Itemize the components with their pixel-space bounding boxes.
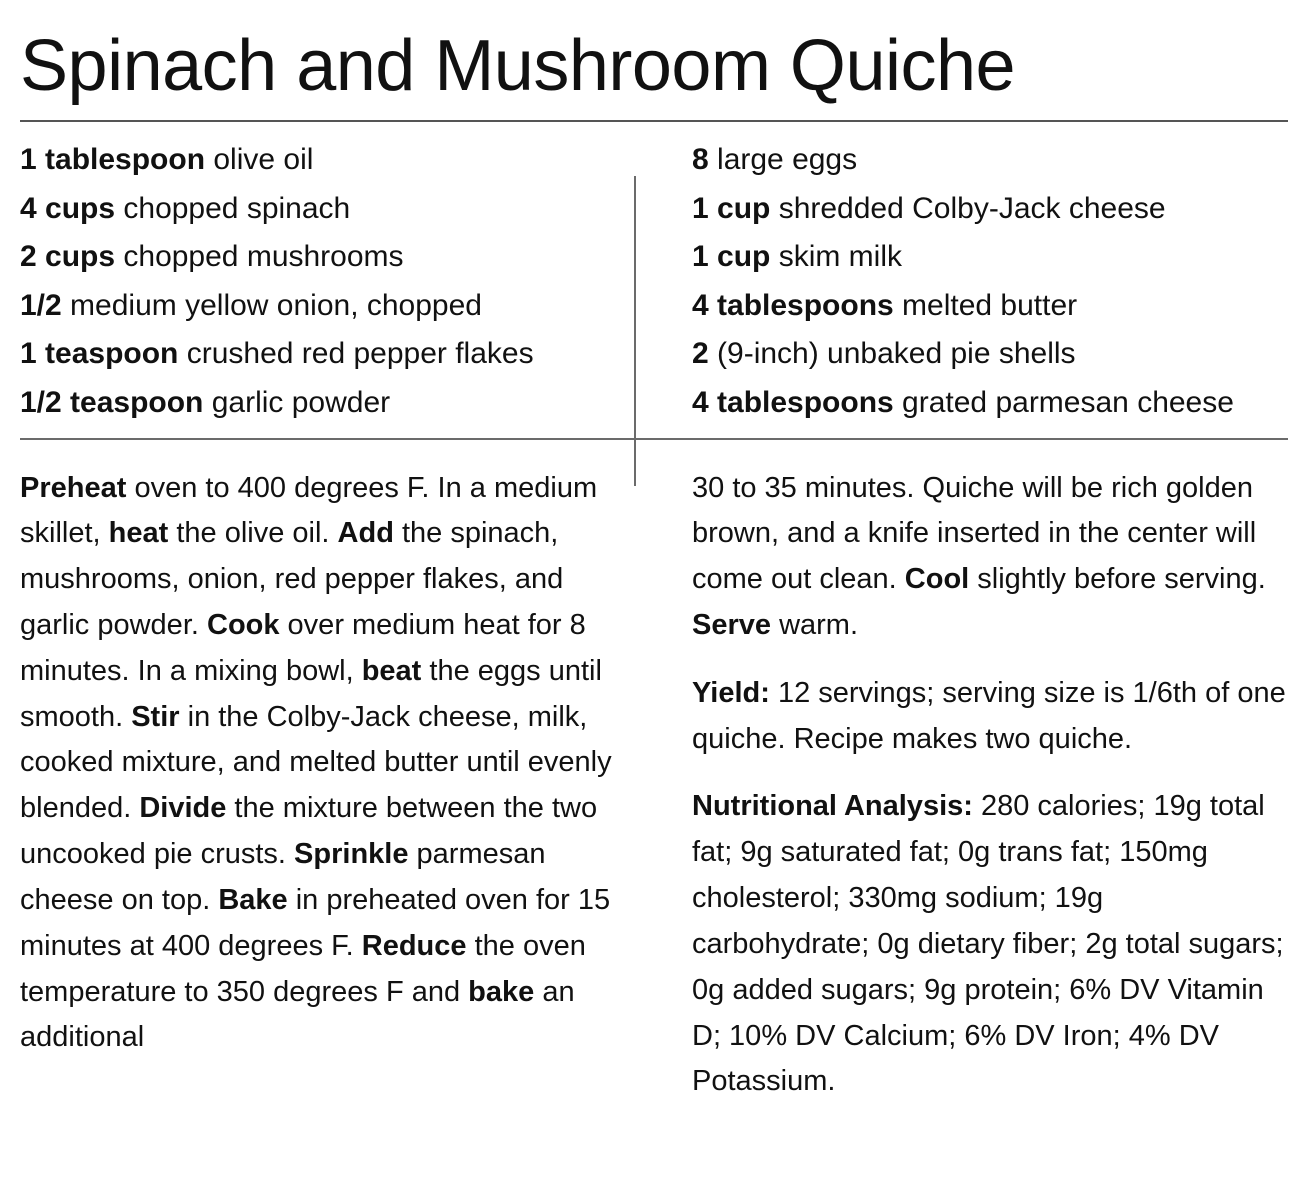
ingredient-item <box>20 330 630 379</box>
ingredient-amount: 4 tablespoons <box>692 288 894 322</box>
ingredient-amount: 2 <box>692 337 709 371</box>
ingredient-item <box>692 282 1288 331</box>
page-title: Spinach and Mushroom Quiche <box>20 26 1016 106</box>
ingredient-item <box>692 379 1288 428</box>
ingredients-column-left <box>20 136 654 428</box>
ingredient-item <box>20 282 630 331</box>
ingredients-column-right <box>654 136 1288 428</box>
ingredient-name: grated parmesan cheese <box>893 385 1234 419</box>
ingredient-amount: 1 tablespoon <box>20 143 206 176</box>
ingredient-item <box>692 185 1288 234</box>
ingredient-name: chopped spinach <box>115 191 351 225</box>
ingredient-item <box>692 233 1288 282</box>
ingredient-amount: 1 cup <box>692 240 771 274</box>
ingredient-item <box>20 136 630 185</box>
ingredient-amount: 4 cups <box>20 191 116 225</box>
directions-column-left <box>20 466 654 1106</box>
ingredient-item <box>692 330 1288 379</box>
directions-text-left: Preheat oven to 400 degrees F. In a medium skillet, heat the olive oil. Add the spinach, mushrooms, onion, red pepper flakes, and garlic powder. Cook over medium heat for 8 minutes. In a mixing bowl, beat the eggs until smooth. Stir in the Colby-Jack cheese, milk, cooked mixture, and melted butter until evenly blended. Divide the mixture between the two uncooked pie crusts. Sprinkle parmesan cheese on top. Bake in preheated oven for 15 minutes at 400 degrees F. Reduce the oven temperature to 350 degrees F and bake an additional <box>20 471 612 1054</box>
ingredient-name: medium yellow onion, chopped <box>61 288 482 322</box>
ingredient-amount: 1/2 teaspoon <box>20 385 204 419</box>
ingredient-name: olive oil <box>205 143 314 176</box>
directions-section <box>20 440 1288 1106</box>
divider-vertical <box>634 176 636 486</box>
directions-text-right: 30 to 35 minutes. Quiche will be rich golden brown, and a knife inserted in the center will come out clean. Cool slightly before serving. Serve warm. <box>692 471 1266 641</box>
ingredients-section <box>20 122 1288 438</box>
ingredient-name: chopped mushrooms <box>115 240 404 274</box>
ingredient-name: crushed red pepper flakes <box>178 337 534 371</box>
ingredient-name: shredded Colby-Jack cheese <box>770 191 1166 225</box>
ingredient-amount: 1/2 <box>20 288 62 322</box>
ingredient-amount: 2 cups <box>20 240 116 274</box>
ingredient-amount: 1 teaspoon <box>20 337 179 371</box>
ingredient-name: garlic powder <box>203 385 391 419</box>
ingredient-name: skim milk <box>770 240 903 274</box>
ingredient-name: melted butter <box>893 288 1078 322</box>
yield-text: Yield: 12 servings; serving size is 1/6th of one quiche. Recipe makes two quiche. <box>692 676 1286 755</box>
directions-column-right <box>654 466 1288 1106</box>
ingredient-amount: 8 <box>692 143 709 176</box>
ingredient-item <box>20 185 630 234</box>
ingredient-name: large eggs <box>708 143 858 176</box>
ingredient-amount: 4 tablespoons <box>692 385 894 419</box>
ingredient-item <box>20 379 630 428</box>
ingredient-amount: 1 cup <box>692 191 771 225</box>
ingredient-item <box>692 136 1288 185</box>
ingredient-item <box>20 233 630 282</box>
nutritional-analysis-text: Nutritional Analysis: 280 calories; 19g total fat; 9g saturated fat; 0g trans fat; 150mg cholesterol; 330mg sodium; 19g carbohydrate; 0g dietary fiber; 2g total sugars; 0g added sugars; 9g protein; 6% DV Vitamin D; 10% DV Calcium; 6% DV Iron; 4% DV Potassium. <box>692 790 1284 1098</box>
ingredient-name: (9-inch) unbaked pie shells <box>708 337 1076 371</box>
